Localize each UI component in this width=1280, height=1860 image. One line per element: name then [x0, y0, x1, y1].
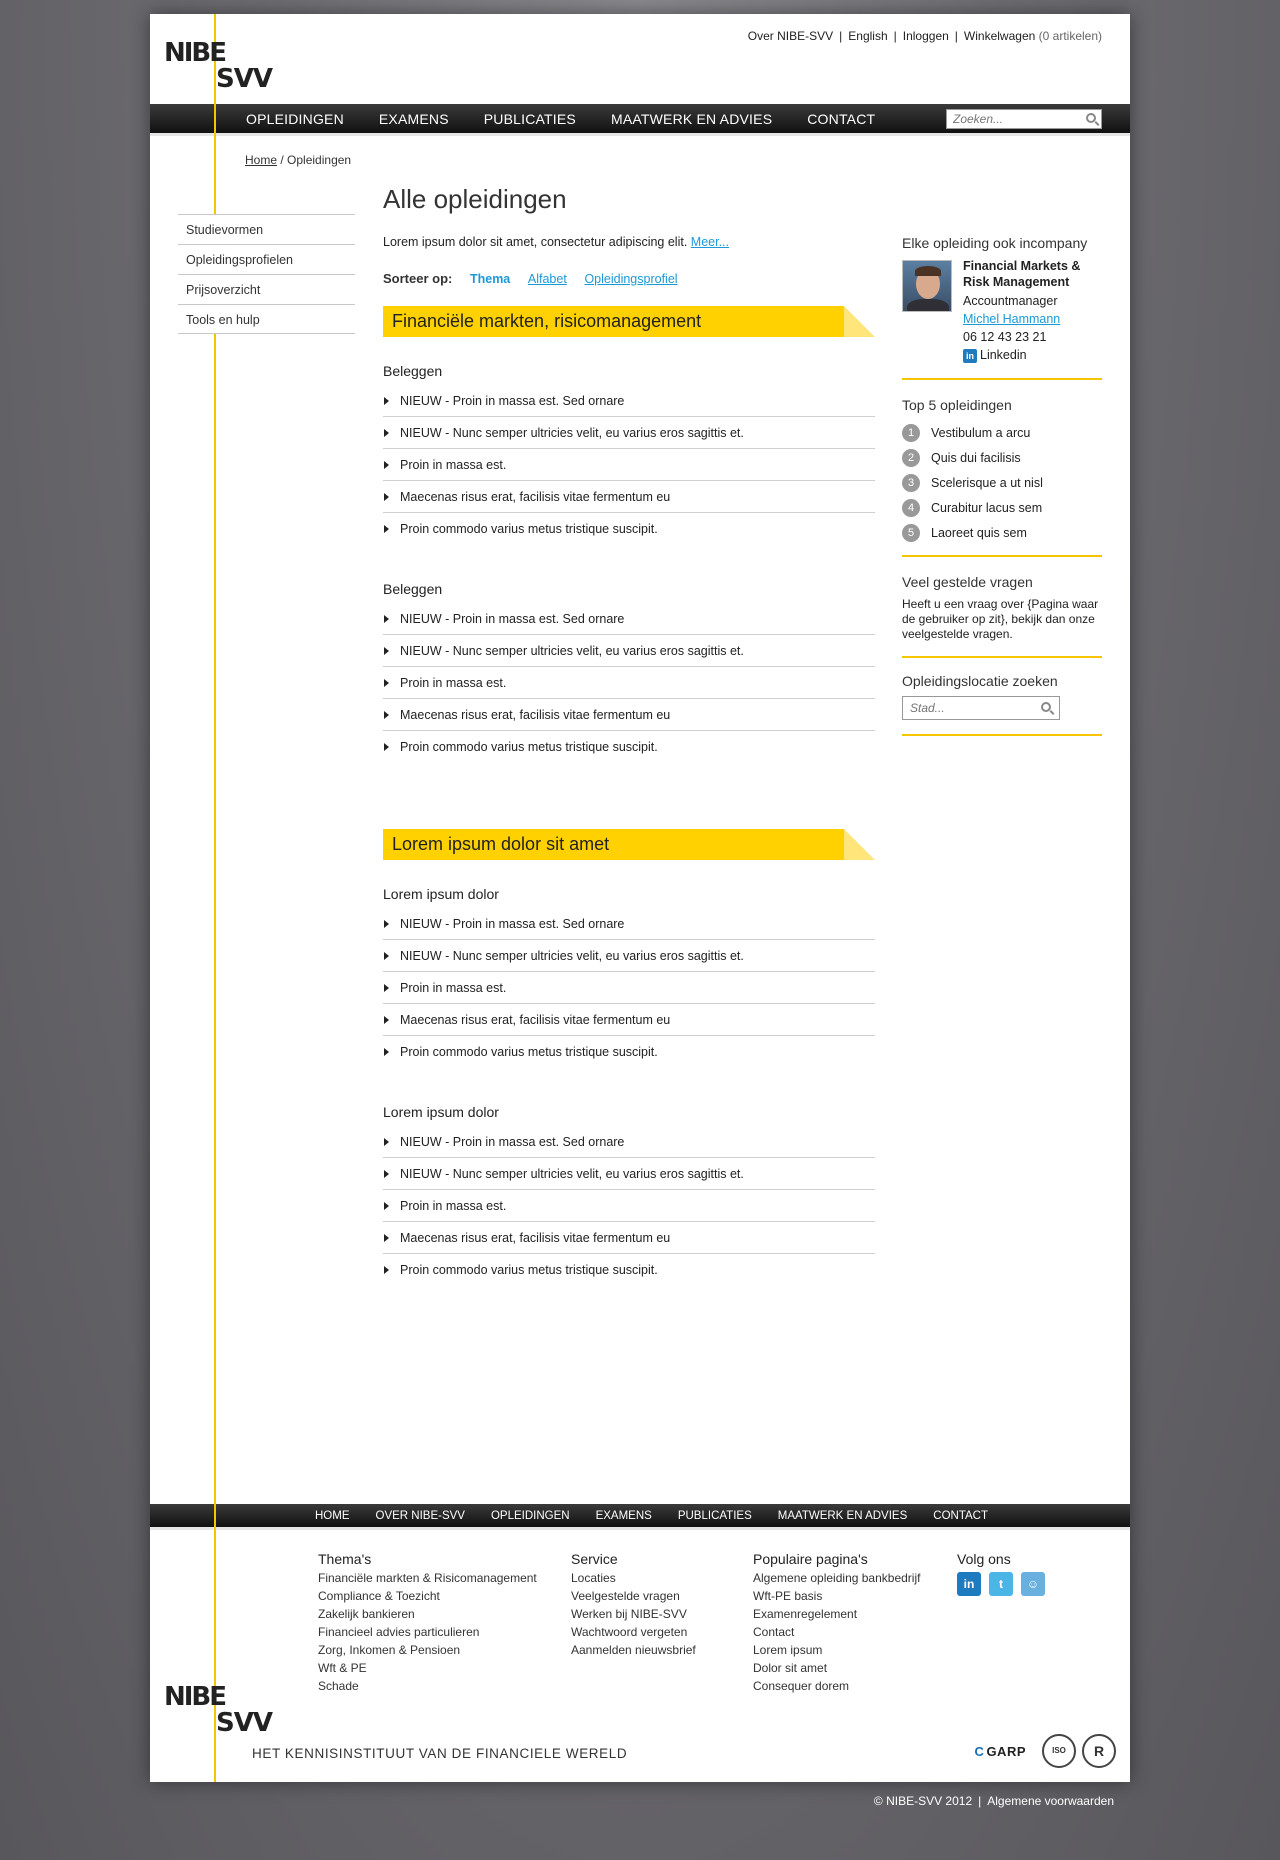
footer-service-title: Service [571, 1551, 618, 1567]
sidebar-divider [902, 656, 1102, 658]
footer-nav [150, 1504, 1130, 1530]
footer-link[interactable]: Examenregelement [753, 1607, 858, 1621]
logo-text-bottom: SVV [216, 1708, 272, 1738]
faq-title: Veel gestelde vragen [902, 574, 1033, 590]
intro-more-link[interactable]: Meer... [690, 235, 730, 249]
hyves-icon[interactable]: ☺ [1021, 1572, 1045, 1596]
footer-nav-item[interactable]: CONTACT [933, 1510, 988, 1522]
course-link[interactable]: Proin in massa est. [383, 1190, 875, 1222]
course-link[interactable]: Maecenas risus erat, facilisis vitae fermentum eu [383, 1222, 875, 1254]
terms-link[interactable]: Algemene voorwaarden [987, 1794, 1114, 1808]
group-title: Beleggen [383, 363, 443, 379]
nav-item[interactable]: PUBLICATIES [483, 111, 576, 127]
footer-link[interactable]: Compliance & Toezicht [318, 1589, 440, 1603]
intro-body: Lorem ipsum dolor sit amet, consectetur adipiscing elit. [383, 235, 688, 249]
cart-count: (0 artikelen) [1038, 29, 1102, 43]
garp-logo [975, 1744, 1026, 1759]
footer-nav-item[interactable]: PUBLICATIES [677, 1510, 752, 1522]
course-link[interactable]: NIEUW - Nunc semper ultricies velit, eu varius eros sagittis et. [383, 940, 875, 972]
sort-opleidingsprofiel[interactable]: Opleidingsprofiel [584, 272, 678, 286]
page-container [150, 14, 1130, 1782]
sort-alfabet[interactable]: Alfabet [527, 272, 567, 286]
contact-card [902, 258, 1102, 370]
linkedin-icon: in [963, 349, 977, 363]
footer-link[interactable]: Werken bij NIBE-SVV [571, 1607, 687, 1621]
breadcrumb [245, 153, 351, 167]
nav-item[interactable]: CONTACT [807, 111, 876, 127]
section-spacer [383, 799, 875, 829]
left-nav-item[interactable]: Prijsoverzicht [178, 274, 355, 304]
top5-label: Scelerisque a ut nisl [931, 475, 1043, 490]
breadcrumb-home[interactable]: Home [245, 153, 278, 167]
footer-nav-item[interactable]: OVER NIBE-SVV [375, 1510, 465, 1522]
course-list [383, 603, 875, 763]
course-list [383, 385, 875, 545]
location-search [902, 696, 1060, 720]
footer-popular-title: Populaire pagina's [753, 1551, 868, 1567]
search-icon[interactable] [1086, 113, 1096, 123]
certifications [975, 1734, 1116, 1768]
course-link[interactable]: Proin in massa est. [383, 972, 875, 1004]
incompany-title: Elke opleiding ook incompany [902, 235, 1088, 251]
footer-link[interactable]: Veelgestelde vragen [571, 1589, 680, 1603]
contact-linkedin-link[interactable] [963, 346, 1102, 364]
left-nav [178, 214, 355, 334]
section-header [383, 829, 875, 860]
nav-item[interactable]: OPLEIDINGEN [246, 111, 344, 127]
search-input[interactable] [947, 110, 1077, 128]
search-box [946, 109, 1102, 129]
search-icon[interactable] [1041, 702, 1051, 712]
course-link[interactable]: NIEUW - Proin in massa est. Sed ornare [383, 603, 875, 635]
sidebar-divider [902, 734, 1102, 736]
left-nav-item[interactable]: Tools en hulp [178, 304, 355, 334]
top5-label: Quis dui facilisis [931, 450, 1021, 465]
about-link[interactable]: Over NIBE-SVV [747, 29, 834, 43]
top5-label: Laoreet quis sem [931, 525, 1027, 540]
footer-nav-item[interactable]: HOME [315, 1510, 350, 1522]
location-input[interactable] [903, 697, 1033, 719]
footer-nav-item[interactable]: OPLEIDINGEN [490, 1510, 570, 1522]
rank-badge: 2 [902, 449, 920, 467]
footer-link[interactable]: Algemene opleiding bankbedrijf [753, 1571, 921, 1585]
section-header [383, 306, 875, 337]
course-link[interactable]: Proin commodo varius metus tristique suscipit. [383, 513, 875, 545]
footer-follow-title: Volg ons [957, 1551, 1011, 1567]
course-link[interactable]: Proin commodo varius metus tristique suscipit. [383, 1036, 875, 1068]
logo-footer[interactable] [164, 1682, 274, 1742]
footer-link[interactable]: Contact [753, 1625, 795, 1639]
footer-nav-item[interactable]: MAATWERK EN ADVIES [777, 1510, 908, 1522]
course-link[interactable]: NIEUW - Nunc semper ultricies velit, eu varius eros sagittis et. [383, 1158, 875, 1190]
footer-themes [318, 1550, 537, 1695]
section-header-corner [844, 306, 875, 337]
sort-thema[interactable]: Thema [469, 272, 511, 286]
footer-link[interactable]: Lorem ipsum [753, 1643, 823, 1657]
breadcrumb-separator: / [280, 153, 284, 167]
rank-badge: 4 [902, 499, 920, 517]
course-link[interactable]: NIEUW - Nunc semper ultricies velit, eu varius eros sagittis et. [383, 417, 875, 449]
course-list [383, 908, 875, 1068]
section-title: Lorem ipsum dolor sit amet [392, 834, 610, 854]
main-nav [150, 104, 1130, 136]
login-link[interactable]: Inloggen [902, 29, 949, 43]
footer-link[interactable]: Financiële markten & Risicomanagement [318, 1571, 537, 1585]
group-title: Lorem ipsum dolor [383, 886, 499, 902]
page-title: Alle opleidingen [383, 184, 567, 214]
footer-link[interactable]: Consequer dorem [753, 1679, 850, 1693]
footer-link[interactable]: Wachtwoord vergeten [571, 1625, 688, 1639]
course-link[interactable]: Proin commodo varius metus tristique suscipit. [383, 1254, 875, 1286]
logo-text-bottom: SVV [216, 64, 272, 94]
course-link[interactable]: NIEUW - Proin in massa est. Sed ornare [383, 908, 875, 940]
logo-header[interactable] [164, 38, 274, 98]
sort-label: Sorteer op: [383, 271, 453, 286]
group-title: Beleggen [383, 581, 443, 597]
garp-label: GARP [986, 1743, 1026, 1759]
footer-nav-item[interactable]: EXAMENS [595, 1510, 652, 1522]
top5-item[interactable] [902, 445, 1102, 470]
footer-popular [753, 1550, 920, 1695]
logo-text-top: NIBE [164, 1682, 226, 1712]
iso-seal-icon: ISO [1042, 1734, 1076, 1768]
contact-name-link[interactable]: Michel Hammann [963, 312, 1061, 326]
footer-link[interactable]: Dolor sit amet [753, 1661, 828, 1675]
top5-item[interactable] [902, 470, 1102, 495]
top5-item[interactable] [902, 495, 1102, 520]
contact-dept: Financial Markets & Risk Management [963, 259, 1081, 289]
top5-item[interactable] [902, 420, 1102, 445]
group-title: Lorem ipsum dolor [383, 1104, 499, 1120]
intro-text [383, 235, 875, 249]
footer-themes-title: Thema's [318, 1551, 372, 1567]
section-header-corner [844, 829, 875, 860]
footer-link[interactable]: Wft-PE basis [753, 1589, 823, 1603]
footer-link[interactable]: Zorg, Inkomen & Pensioen [318, 1643, 461, 1657]
contact-phone: 06 12 43 23 21 [963, 330, 1047, 344]
footer-link[interactable]: Locaties [571, 1571, 616, 1585]
copyright-bar: © NIBE-SVV 2012 | Algemene voorwaarden [873, 1794, 1114, 1808]
faq-text: Heeft u een vraag over {Pagina waar de gebruiker op zit}, bekijk dan onze veelgestelde vragen. [902, 597, 1099, 641]
footer-link[interactable]: Wft & PE [318, 1661, 367, 1675]
cart-link[interactable]: Winkelwagen [963, 29, 1036, 43]
sidebar-divider [902, 555, 1102, 557]
course-link[interactable]: Proin in massa est. [383, 667, 875, 699]
contact-photo [902, 260, 952, 312]
nav-item[interactable]: MAATWERK EN ADVIES [610, 111, 773, 127]
rank-badge: 3 [902, 474, 920, 492]
course-link[interactable]: Proin in massa est. [383, 449, 875, 481]
right-sidebar [902, 234, 1102, 736]
course-link[interactable]: NIEUW - Proin in massa est. Sed ornare [383, 1126, 875, 1158]
garp-mark-icon: C [974, 1743, 985, 1759]
logo-text-top: NIBE [164, 38, 226, 68]
main-content [383, 184, 875, 1322]
top-links: Over NIBE-SVV | English | Inloggen | Winkelwagen (0 artikelen) [747, 29, 1102, 43]
sort-bar [383, 271, 875, 286]
course-link[interactable]: NIEUW - Proin in massa est. Sed ornare [383, 385, 875, 417]
footer-service [571, 1550, 696, 1659]
linkedin-label: Linkedin [980, 348, 1027, 362]
top5-label: Vestibulum a arcu [931, 425, 1031, 440]
top5-list [902, 420, 1102, 545]
twitter-icon[interactable]: t [989, 1572, 1013, 1596]
course-link[interactable]: Proin commodo varius metus tristique suscipit. [383, 731, 875, 763]
nav-item[interactable]: EXAMENS [378, 111, 449, 127]
footer-link[interactable]: Financieel advies particulieren [318, 1625, 480, 1639]
breadcrumb-current: Opleidingen [287, 153, 352, 167]
course-link[interactable]: Maecenas risus erat, facilisis vitae fermentum eu [383, 699, 875, 731]
footer-follow [957, 1550, 1053, 1596]
course-link[interactable]: Maecenas risus erat, facilisis vitae fermentum eu [383, 1004, 875, 1036]
sidebar-divider [902, 378, 1102, 380]
location-title: Opleidingslocatie zoeken [902, 673, 1058, 689]
top5-item[interactable] [902, 520, 1102, 545]
section-title: Financiële markten, risicomanagement [392, 311, 702, 331]
left-nav-item[interactable]: Studievormen [178, 214, 355, 244]
top5-label: Curabitur lacus sem [931, 500, 1043, 515]
course-list [383, 1126, 875, 1286]
footer-tagline: HET KENNISINSTITUUT VAN DE FINANCIELE WERELD [252, 1746, 628, 1761]
language-link[interactable]: English [848, 29, 888, 43]
course-link[interactable]: NIEUW - Nunc semper ultricies velit, eu varius eros sagittis et. [383, 635, 875, 667]
top5-title: Top 5 opleidingen [902, 397, 1012, 413]
footer-link[interactable]: Aanmelden nieuwsbrief [571, 1643, 696, 1657]
rank-badge: 1 [902, 424, 920, 442]
footer-link[interactable]: Schade [318, 1679, 359, 1693]
copyright-text: © NIBE-SVV 2012 [873, 1794, 973, 1808]
course-link[interactable]: Maecenas risus erat, facilisis vitae fermentum eu [383, 481, 875, 513]
registered-seal-icon: R [1082, 1734, 1116, 1768]
contact-role: Accountmanager [963, 294, 1058, 308]
footer-link[interactable]: Zakelijk bankieren [318, 1607, 415, 1621]
left-nav-item[interactable]: Opleidingsprofielen [178, 244, 355, 274]
linkedin-icon[interactable]: in [957, 1572, 981, 1596]
rank-badge: 5 [902, 524, 920, 542]
